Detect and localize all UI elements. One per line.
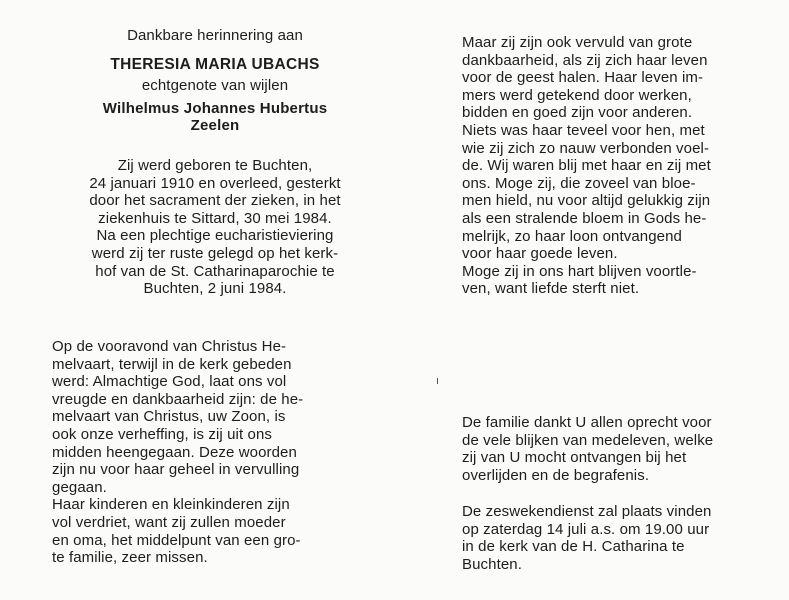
- paragraph-line: ven, want liefde sterft niet.: [462, 280, 640, 298]
- paragraph-line: mers werd getekend door werken,: [462, 86, 692, 104]
- husband-name-line2: Zeelen: [190, 117, 240, 135]
- paragraph-line: ook onze verheffing, is zij uit ons: [52, 425, 273, 443]
- paragraph-line: voor de geest halen. Haar leven im-: [462, 69, 704, 87]
- paragraph-line: Na een plechtige eucharistieviering: [96, 227, 334, 245]
- paragraph-line: 24 januari 1910 en overleed, gesterkt: [89, 174, 341, 192]
- paragraph-line: Haar kinderen en kleinkinderen zijn: [52, 496, 290, 514]
- paragraph-line: ziekenhuis te Sittard, 30 mei 1984.: [98, 209, 332, 227]
- paragraph-line: zijn nu voor haar geheel in vervulling: [52, 461, 300, 479]
- paragraph-line: vreugde en dankbaarheid zijn: de he-: [52, 390, 304, 408]
- paragraph-line: ons. Moge zij, die zoveel van bloe-: [462, 174, 696, 192]
- paragraph-line: op zaterdag 14 juli a.s. om 19.00 uur: [462, 520, 710, 538]
- print-mark: [437, 378, 438, 384]
- paragraph-line: de vele blijken van medeleven, welke: [462, 431, 714, 449]
- paragraph-line: en oma, het middelpunt van een gro-: [52, 531, 301, 549]
- paragraph-line: Maar zij zijn ook vervuld van grote: [462, 34, 693, 51]
- paragraph-line: werd: Almachtige God, laat ons vol: [52, 373, 287, 391]
- paragraph-line: De familie dankt U allen oprecht voor: [462, 414, 712, 431]
- paragraph-line: melrijk, zo haar loon ontvangend: [462, 227, 682, 245]
- paragraph-line: Buchten, 2 juni 1984.: [143, 280, 287, 298]
- paragraph-line: hof van de St. Catharinaparochie te: [95, 262, 335, 280]
- thanks-paragraph: [462, 414, 762, 484]
- paragraph-line: dankbaarheid, als zij zich haar leven: [462, 51, 708, 69]
- ascension-paragraph: [52, 338, 372, 567]
- paragraph-line: als een stralende bloem in Gods he-: [462, 209, 707, 227]
- deceased-name: THERESIA MARIA UBACHS: [110, 56, 320, 73]
- paragraph-line: De zeswekendienst zal plaats vinden: [462, 503, 712, 520]
- paragraph-line: werd zij ter ruste gelegd op het kerk-: [91, 244, 339, 262]
- paragraph-line: Buchten.: [462, 555, 523, 573]
- paragraph-line: in de kerk van de H. Catharina te: [462, 538, 685, 556]
- paragraph-line: voor haar goede leven.: [462, 245, 618, 263]
- paragraph-line: melvaart, terwijl in de kerk gebeden: [52, 355, 292, 373]
- paragraph-line: vol verdriet, want zij zullen moeder: [52, 513, 286, 531]
- paragraph-line: door het sacrament der zieken, in het: [89, 192, 341, 210]
- memorial-mass-paragraph: [462, 503, 762, 573]
- memorial-header: [40, 26, 390, 135]
- husband-name-line1: Wilhelmus Johannes Hubertus: [102, 99, 328, 117]
- paragraph-line: midden heengegaan. Deze woorden: [52, 443, 297, 461]
- paragraph-line: melvaart van Christus, uw Zoon, is: [52, 408, 286, 426]
- paragraph-line: overlijden en de begrafenis.: [462, 466, 650, 484]
- paragraph-line: zij van U mocht ontvangen bij het: [462, 449, 687, 467]
- paragraph-line: Niets was haar teveel voor hen, met: [462, 121, 705, 139]
- intro-text: Dankbare herinnering aan: [127, 27, 303, 44]
- paragraph-line: Zij werd geboren te Buchten,: [117, 157, 313, 174]
- tribute-paragraph: [462, 34, 762, 298]
- paragraph-line: bidden en goed zijn voor anderen.: [462, 104, 693, 122]
- paragraph-line: men hield, nu voor altijd gelukkig zijn: [462, 192, 711, 210]
- paragraph-line: Moge zij in ons hart blijven voortle-: [462, 262, 697, 280]
- relation-text: echtgenote van wijlen: [141, 76, 289, 94]
- paragraph-line: Op de vooravond van Christus He-: [52, 338, 287, 355]
- paragraph-line: gegaan.: [52, 478, 107, 496]
- paragraph-line: wie zij zich zo nauw verbonden voel-: [462, 139, 710, 157]
- paragraph-line: te familie, zeer missen.: [52, 549, 208, 567]
- birth-death-paragraph: [40, 157, 390, 298]
- paragraph-line: de. Wij waren blij met haar en zij met: [462, 157, 711, 175]
